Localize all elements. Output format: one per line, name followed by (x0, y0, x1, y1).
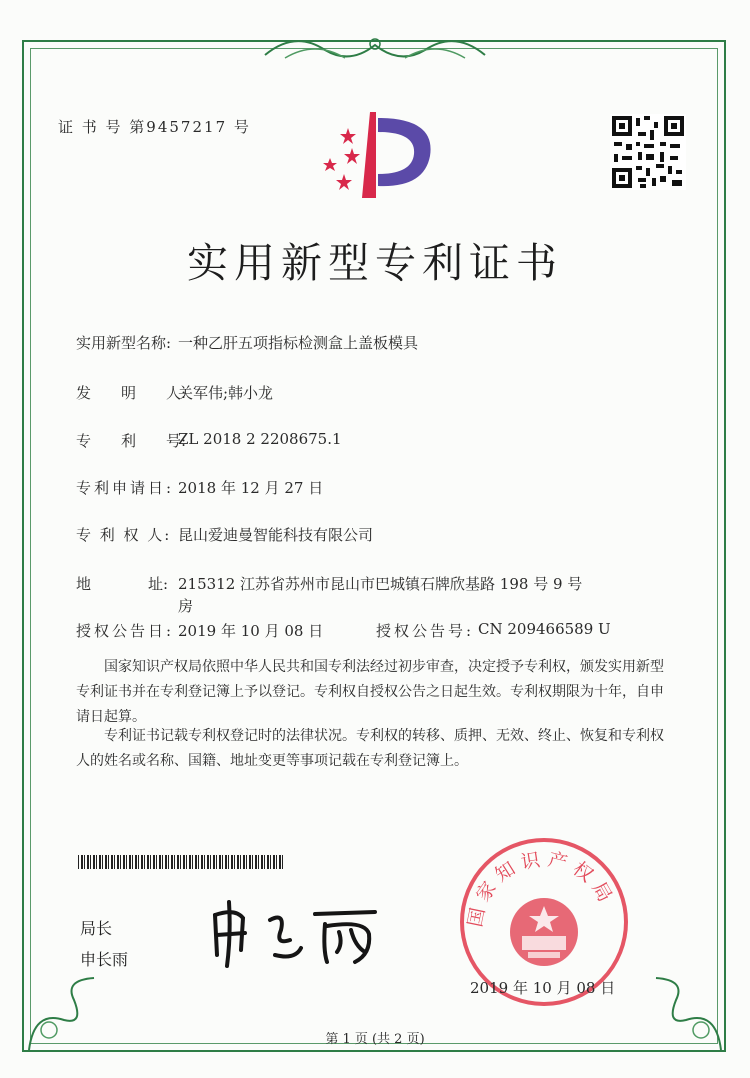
filing-date-value: 2018 年 12 月 27 日 (178, 479, 324, 497)
patent-number-value: ZL 2018 2 2208675.1 (178, 430, 342, 448)
seal-date: 2019 年 10 月 08 日 (470, 979, 616, 997)
seal-text: 国家知识产权局 (464, 848, 619, 929)
address-label-first: 地 (76, 575, 92, 593)
qr-code (610, 114, 686, 190)
address-value-line1: 215312 江苏省苏州市昆山市巴城镇石牌欣基路 198 号 9 号 (178, 575, 583, 593)
director-title: 局长 (80, 919, 113, 938)
legal-status-paragraph: 专利证书记载专利权登记时的法律状况。专利权的转移、质押、无效、终止、恢复和专利权人的姓名或名称、国籍、地址变更等事项记载在专利登记簿上。 (76, 728, 664, 769)
patentee-value: 昆山爱迪曼智能科技有限公司 (178, 526, 374, 544)
barcode (78, 855, 284, 869)
certificate-number: 证 书 号 第9457217 号 (58, 118, 251, 136)
inventor-label: 发 明 人: (76, 384, 187, 402)
utility-model-name-label: 实用新型名称: (76, 334, 172, 352)
top-ornament (255, 30, 495, 70)
page-footer: 第 1 页 (共 2 页) (325, 1032, 425, 1047)
address-label-second: 址: (148, 575, 169, 593)
inventor-value: 关军伟;韩小龙 (178, 384, 274, 402)
handwritten-signature (205, 900, 385, 970)
certificate-title: 实用新型专利证书 (187, 239, 563, 287)
director-name: 申长雨 (80, 950, 129, 969)
patent-office-logo (318, 108, 436, 200)
grant-date-label: 授权公告日: (76, 622, 175, 640)
grant-statement-paragraph: 国家知识产权局依照中华人民共和国专利法经过初步审查，决定授予专利权，颁发实用新型专利证书并在专利登记簿上予以登记。专利权自授权公告之日起生效。专利权期限为十年，自申请日起算。 (76, 659, 664, 725)
grant-number-value: CN 209466589 U (478, 620, 611, 638)
filing-date-label: 专利申请日: (76, 479, 175, 497)
patent-number-label: 专 利 号: (76, 432, 187, 450)
grant-date-value: 2019 年 10 月 08 日 (178, 622, 324, 640)
grant-number-label: 授权公告号: (376, 622, 475, 640)
address-value-line2: 房 (178, 597, 194, 615)
patentee-label: 专 利 权 人: (76, 526, 172, 544)
utility-model-name-value: 一种乙肝五项指标检测盒上盖板模具 (178, 334, 419, 352)
